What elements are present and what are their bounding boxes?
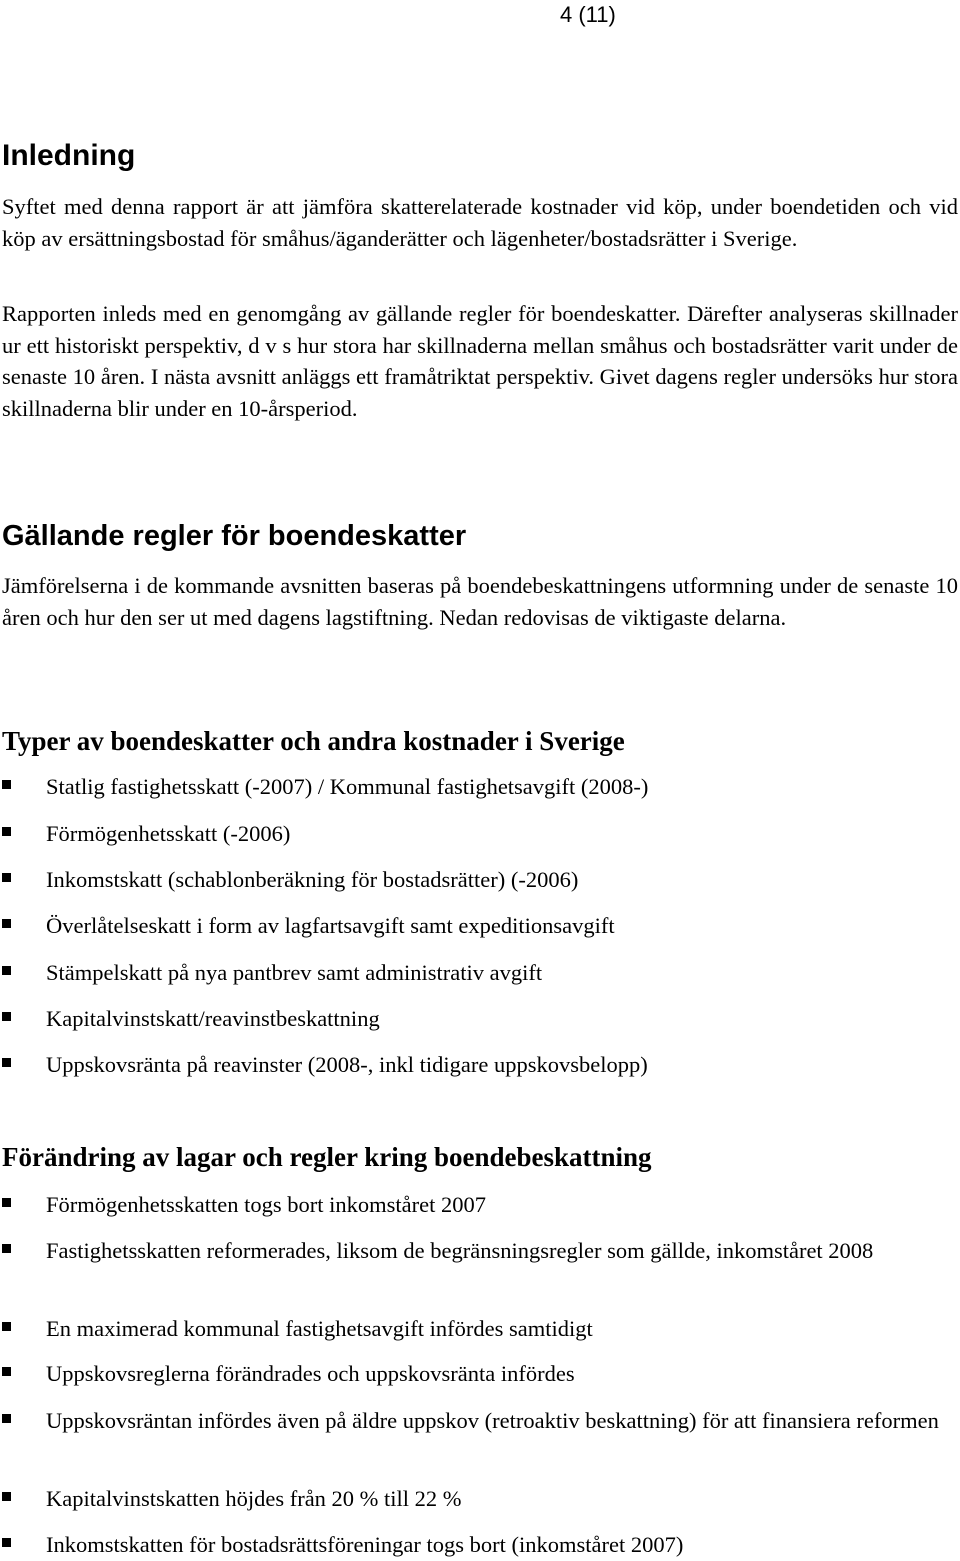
square-bullet-icon: [2, 1414, 11, 1423]
intro-paragraph-1: Syftet med denna rapport är att jämföra skatterelaterade kostnader vid köp, under boendetiden och vid köp av ersättningsbostad för småhus/äganderätter och lägenheter/bostadsrätter i Sverige.: [2, 194, 958, 251]
square-bullet-icon: [2, 1012, 11, 1021]
square-bullet-icon: [2, 1538, 11, 1547]
square-bullet-icon: [2, 780, 11, 789]
heading-inledning: Inledning: [2, 139, 136, 172]
square-bullet-icon: [2, 1322, 11, 1331]
square-bullet-icon: [2, 1198, 11, 1207]
page-number: 4 (11): [560, 2, 616, 27]
square-bullet-icon: [2, 919, 11, 928]
heading-forandring: Förändring av lagar och regler kring boendebeskattning: [2, 1142, 652, 1172]
square-bullet-icon: [2, 966, 11, 975]
square-bullet-icon: [2, 1244, 11, 1253]
square-bullet-icon: [2, 827, 11, 836]
square-bullet-icon: [2, 1058, 11, 1067]
heading-gallande-regler: Gällande regler för boendeskatter: [2, 520, 467, 552]
square-bullet-icon: [2, 1367, 11, 1376]
rules-paragraph-1: Jämförelserna i de kommande avsnitten baseras på boendebeskattningens utformning under de senaste 10 åren och hur den ser ut med dagens lagstiftning. Nedan redovisas de viktigaste delarna.: [2, 573, 958, 630]
square-bullet-icon: [2, 1492, 11, 1501]
intro-paragraph-2: Rapporten inleds med en genomgång av gällande regler för boendeskatter. Därefter analyseras skillnader ur ett historiskt perspektiv, d v s hur stora har skillnaderna mellan småhus och bostadsrätter varit under de senaste 10 åren. I nästa avsnitt anläggs ett framåtriktat perspektiv. Givet dagens regler undersöks hur stora skillnaderna blir under en 10-årsperiod.: [2, 301, 958, 421]
square-bullet-icon: [2, 873, 11, 882]
heading-typer: Typer av boendeskatter och andra kostnader i Sverige: [2, 726, 625, 756]
